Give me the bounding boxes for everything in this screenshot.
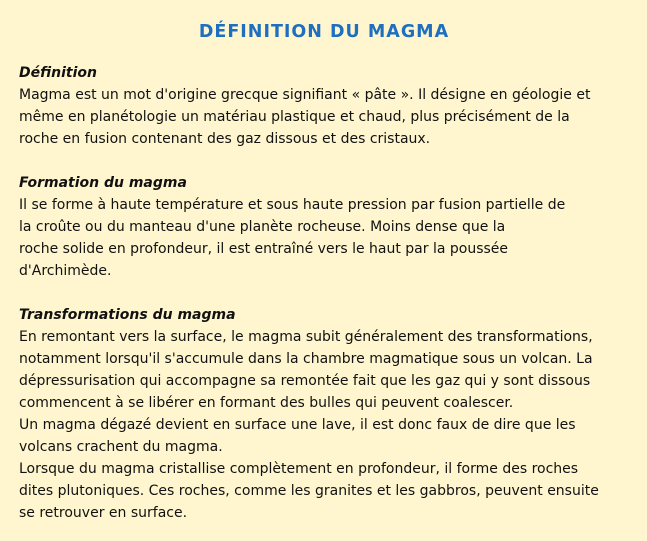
section-heading: Transformations du magma [19, 307, 236, 323]
paragraph-line: commencent à se libérer en formant des bulles qui peuvent coalescer. [19, 395, 514, 411]
section-heading: Définition [19, 65, 97, 81]
section-heading: Formation du magma [19, 175, 187, 191]
paragraph-line: Magma est un mot d'origine grecque signifiant « pâte ». Il désigne en géologie et [19, 87, 591, 103]
section-transformations [19, 304, 629, 524]
paragraph-line: même en planétologie un matériau plastique et chaud, plus précisément de la [19, 109, 570, 125]
paragraph-line: se retrouver en surface. [19, 505, 188, 521]
paragraph-line: Un magma dégazé devient en surface une lave, il est donc faux de dire que les [19, 417, 576, 433]
paragraph-line: d'Archimède. [19, 263, 112, 279]
paragraph-line: dites plutoniques. Ces roches, comme les granites et les gabbros, peuvent ensuite [19, 483, 599, 499]
paragraph-line: En remontant vers la surface, le magma subit généralement des transformations, [19, 329, 593, 345]
page-title: DÉFINITION DU MAGMA [198, 22, 450, 42]
section-formation [19, 172, 629, 282]
paragraph-line: dépressurisation qui accompagne sa remontée fait que les gaz qui y sont dissous [19, 373, 591, 389]
paragraph-line: Il se forme à haute température et sous haute pression par fusion partielle de [19, 197, 566, 213]
paragraph-line: volcans crachent du magma. [19, 439, 223, 455]
paragraph-line: Lorsque du magma cristallise complètement en profondeur, il forme des roches [19, 461, 579, 477]
paragraph-line: roche en fusion contenant des gaz dissous et des cristaux. [19, 131, 431, 147]
section-definition [19, 62, 629, 150]
paragraph-line: la croûte ou du manteau d'une planète rocheuse. Moins dense que la [19, 219, 506, 235]
paragraph-line: notamment lorsqu'il s'accumule dans la chambre magmatique sous un volcan. La [19, 351, 593, 367]
paragraph-line: roche solide en profondeur, il est entraîné vers le haut par la poussée [19, 241, 509, 257]
